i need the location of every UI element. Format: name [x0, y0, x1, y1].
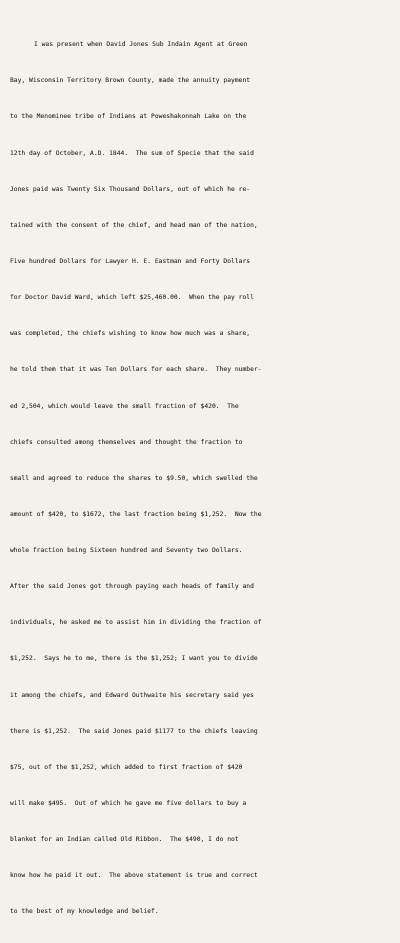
typed-line: to the best of my knowledge and belief. [10, 908, 159, 916]
typed-line: amount of $420, to $1672, the last fraction being $1,252. Now the [10, 510, 262, 518]
typed-line: whole fraction being Sixteen hundred and Seventy two Dollars. [10, 547, 243, 555]
typed-line: Bay, Wisconsin Territory Brown County, made the annuity payment [10, 77, 251, 85]
typed-line: individuals, he asked me to assist him in dividing the fraction of [10, 619, 262, 627]
typed-line: he told them that it was Ten Dollars for each share. They number- [10, 366, 262, 374]
typed-line: Five hundred Dollars for Lawyer H. E. Eastman and Forty Dollars [10, 257, 251, 265]
typed-line: there is $1,252. The said Jones paid $1177 to the chiefs leaving [10, 727, 258, 735]
typed-line: to the Menominee tribe of Indians at Poweshakonnah Lake on the [10, 113, 247, 121]
typed-line: 12th day of October, A.D. 1844. The sum of Specie that the said [10, 149, 254, 157]
typed-line: know how he paid it out. The above statement is true and correct [10, 872, 258, 880]
typed-line: will make $495. Out of which he gave me five dollars to buy a [10, 800, 247, 808]
typed-line: it among the chiefs, and Edward Outhwaite his secretary said yes [10, 691, 254, 699]
typed-line: tained with the consent of the chief, and head man of the nation, [10, 221, 258, 229]
typed-line: was completed, the chiefs wishing to know how much was a share, [10, 330, 251, 338]
typed-line: ed 2,504, which would leave the small fraction of $420. The [10, 402, 239, 410]
typed-statement [0, 15, 400, 943]
typed-line: small and agreed to reduce the shares to $9.50, which swelled the [10, 474, 258, 482]
typed-line: I was present when David Jones Sub Indain Agent at Green [34, 41, 248, 49]
typed-line: chiefs consulted among themselves and thought the fraction to [10, 438, 243, 446]
typed-line: After the said Jones got through paying each heads of family and [10, 583, 254, 591]
typed-line: blanket for an Indian called Old Ribbon. The $490, I do not [10, 836, 239, 844]
typed-line: Jones paid was Twenty Six Thousand Dollars, out of which he re- [10, 185, 251, 193]
typed-line: $75, out of the $1,252, which added to first fraction of $420 [10, 763, 243, 771]
typed-line: $1,252. Says he to me, there is the $1,252; I want you to divide [10, 655, 258, 663]
typed-line: for Doctor David Ward, which left $25,460.00. When the pay roll [10, 294, 254, 302]
